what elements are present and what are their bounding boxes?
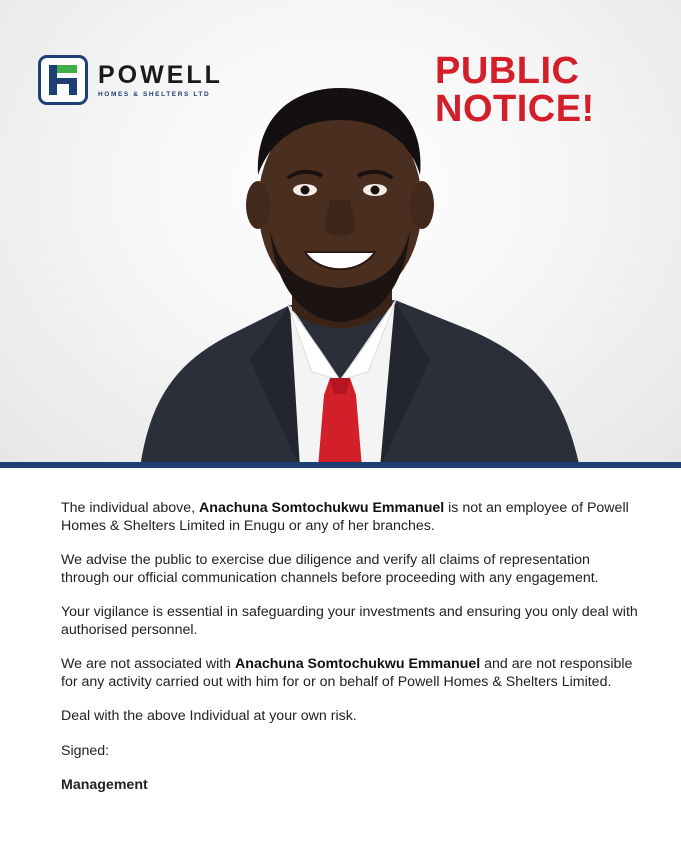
paragraph-2: We advise the public to exercise due diligence and verify all claims of representation through our official communication channels before proceeding with any engagement. bbox=[61, 552, 599, 586]
notice-headline bbox=[435, 52, 635, 128]
paragraph-3: Your vigilance is essential in safeguarding your investments and ensuring you only deal with authorised personnel. bbox=[61, 604, 638, 638]
paragraph-5: Deal with the above Individual at your own risk. bbox=[61, 708, 357, 724]
signed-by: Management bbox=[61, 777, 148, 793]
p1-text-before: The individual above, bbox=[61, 500, 200, 516]
signed-label: Signed: bbox=[61, 742, 110, 759]
brand-subtitle: HOMES & SHELTERS LTD bbox=[98, 91, 211, 98]
divider-band bbox=[0, 462, 681, 468]
logo-mark-icon bbox=[38, 55, 88, 105]
notice-body bbox=[61, 500, 641, 812]
paragraph-1 bbox=[61, 500, 641, 535]
p1-person-name: Anachuna Somtochukwu Emmanuel bbox=[199, 500, 445, 516]
p1-text-after: is not an employee of Powell Homes & Shelters Limited in Enugu or any of her branches. bbox=[61, 500, 629, 534]
headline-line-2: NOTICE! bbox=[435, 88, 595, 130]
p4-text-before: We are not associated with bbox=[61, 656, 236, 672]
brand-name: POWELL bbox=[98, 61, 223, 89]
paragraph-4 bbox=[61, 656, 641, 691]
p4-text-after: and are not responsible for any activity carried out with him for or on behalf of Powell Homes & Shelters Limited. bbox=[61, 656, 633, 690]
company-logo bbox=[38, 55, 223, 105]
p4-person-name: Anachuna Somtochukwu Emmanuel bbox=[235, 656, 481, 672]
headline-line-1: PUBLIC bbox=[435, 50, 580, 92]
